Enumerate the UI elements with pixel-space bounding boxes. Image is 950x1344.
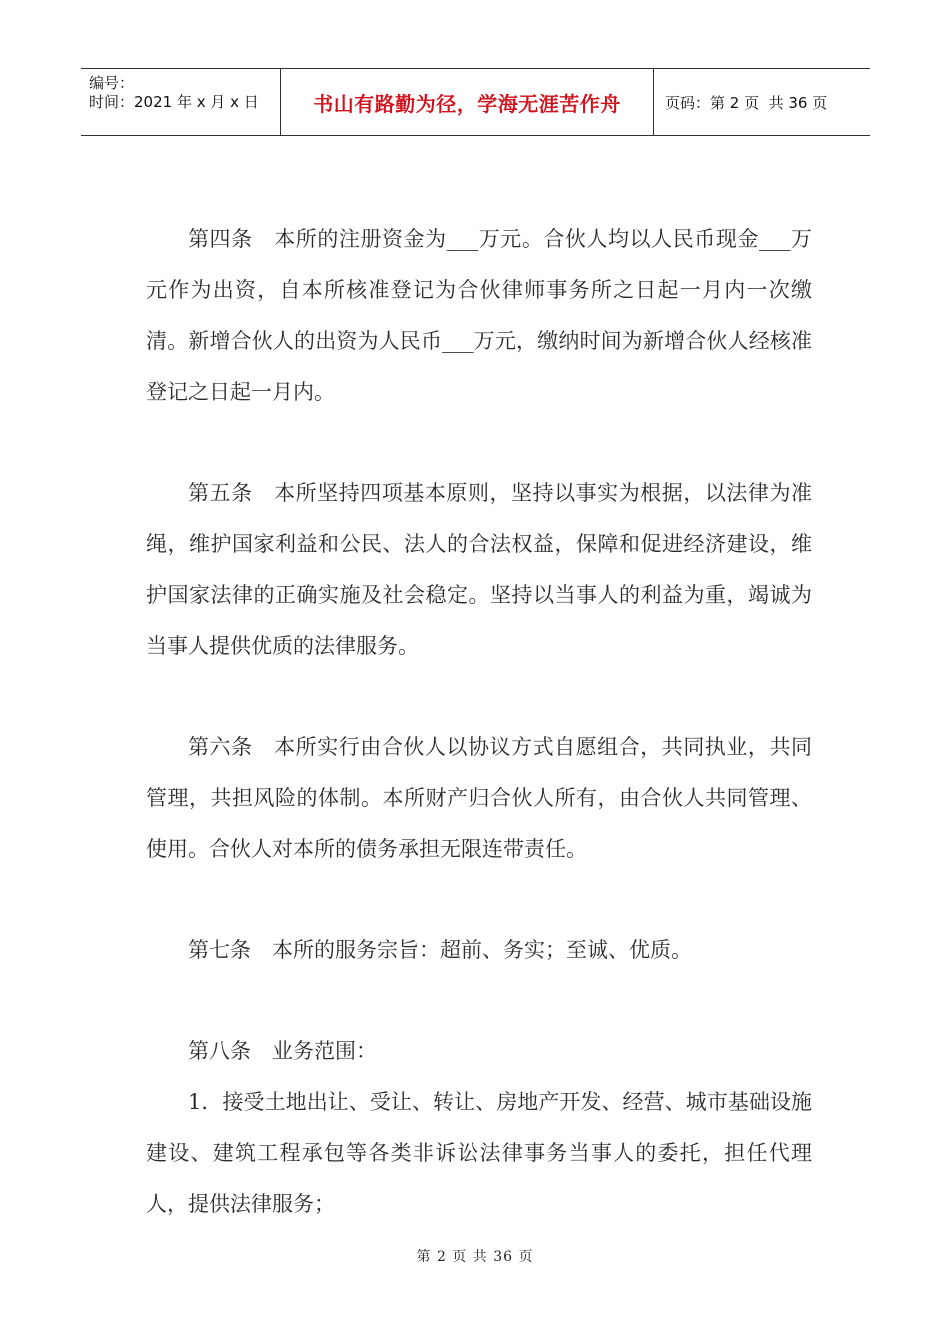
article-4: 第四条 本所的注册资金为___万元。合伙人均以人民币现金___万元作为出资，自本所核准登记为合伙律师事务所之日起一月内一次缴清。新增合伙人的出资为人民币___万元，缴纳时间为新增合伙人经核准登记之日起一月内。 <box>146 227 812 404</box>
header-meta-cell <box>81 69 281 135</box>
article-8-item-1: 1．接受土地出让、受让、转让、房地产开发、经营、城市基础设施建设、建筑工程承包等各类非诉讼法律事务当事人的委托，担任代理人，提供法律服务； <box>146 1090 812 1216</box>
document-body <box>146 214 812 1230</box>
document-date-label: 时间：2021 年 x 月 x 日 <box>89 93 259 111</box>
header-motto: 书山有路勤为径，学海无涯苦作舟 <box>281 69 654 135</box>
article-7: 第七条 本所的服务宗旨：超前、务实；至诚、优质。 <box>188 938 692 962</box>
article-8-heading: 第八条 业务范围： <box>188 1039 377 1063</box>
header-page-info: 页码：第 2 页 共 36 页 <box>665 93 828 112</box>
article-6: 第六条 本所实行由合伙人以协议方式自愿组合，共同执业，共同管理，共担风险的体制。本所财产归合伙人所有，由合伙人共同管理、使用。合伙人对本所的债务承担无限连带责任。 <box>146 735 812 861</box>
page-footer: 第 2 页 共 36 页 <box>416 1249 534 1265</box>
article-5: 第五条 本所坚持四项基本原则，坚持以事实为根据，以法律为准绳，维护国家利益和公民、法人的合法权益，保障和促进经济建设，维护国家法律的正确实施及社会稳定。坚持以当事人的利益为重，竭诚为当事人提供优质的法律服务。 <box>146 481 812 658</box>
page-header <box>81 68 870 136</box>
document-number-label: 编号： <box>89 74 135 92</box>
